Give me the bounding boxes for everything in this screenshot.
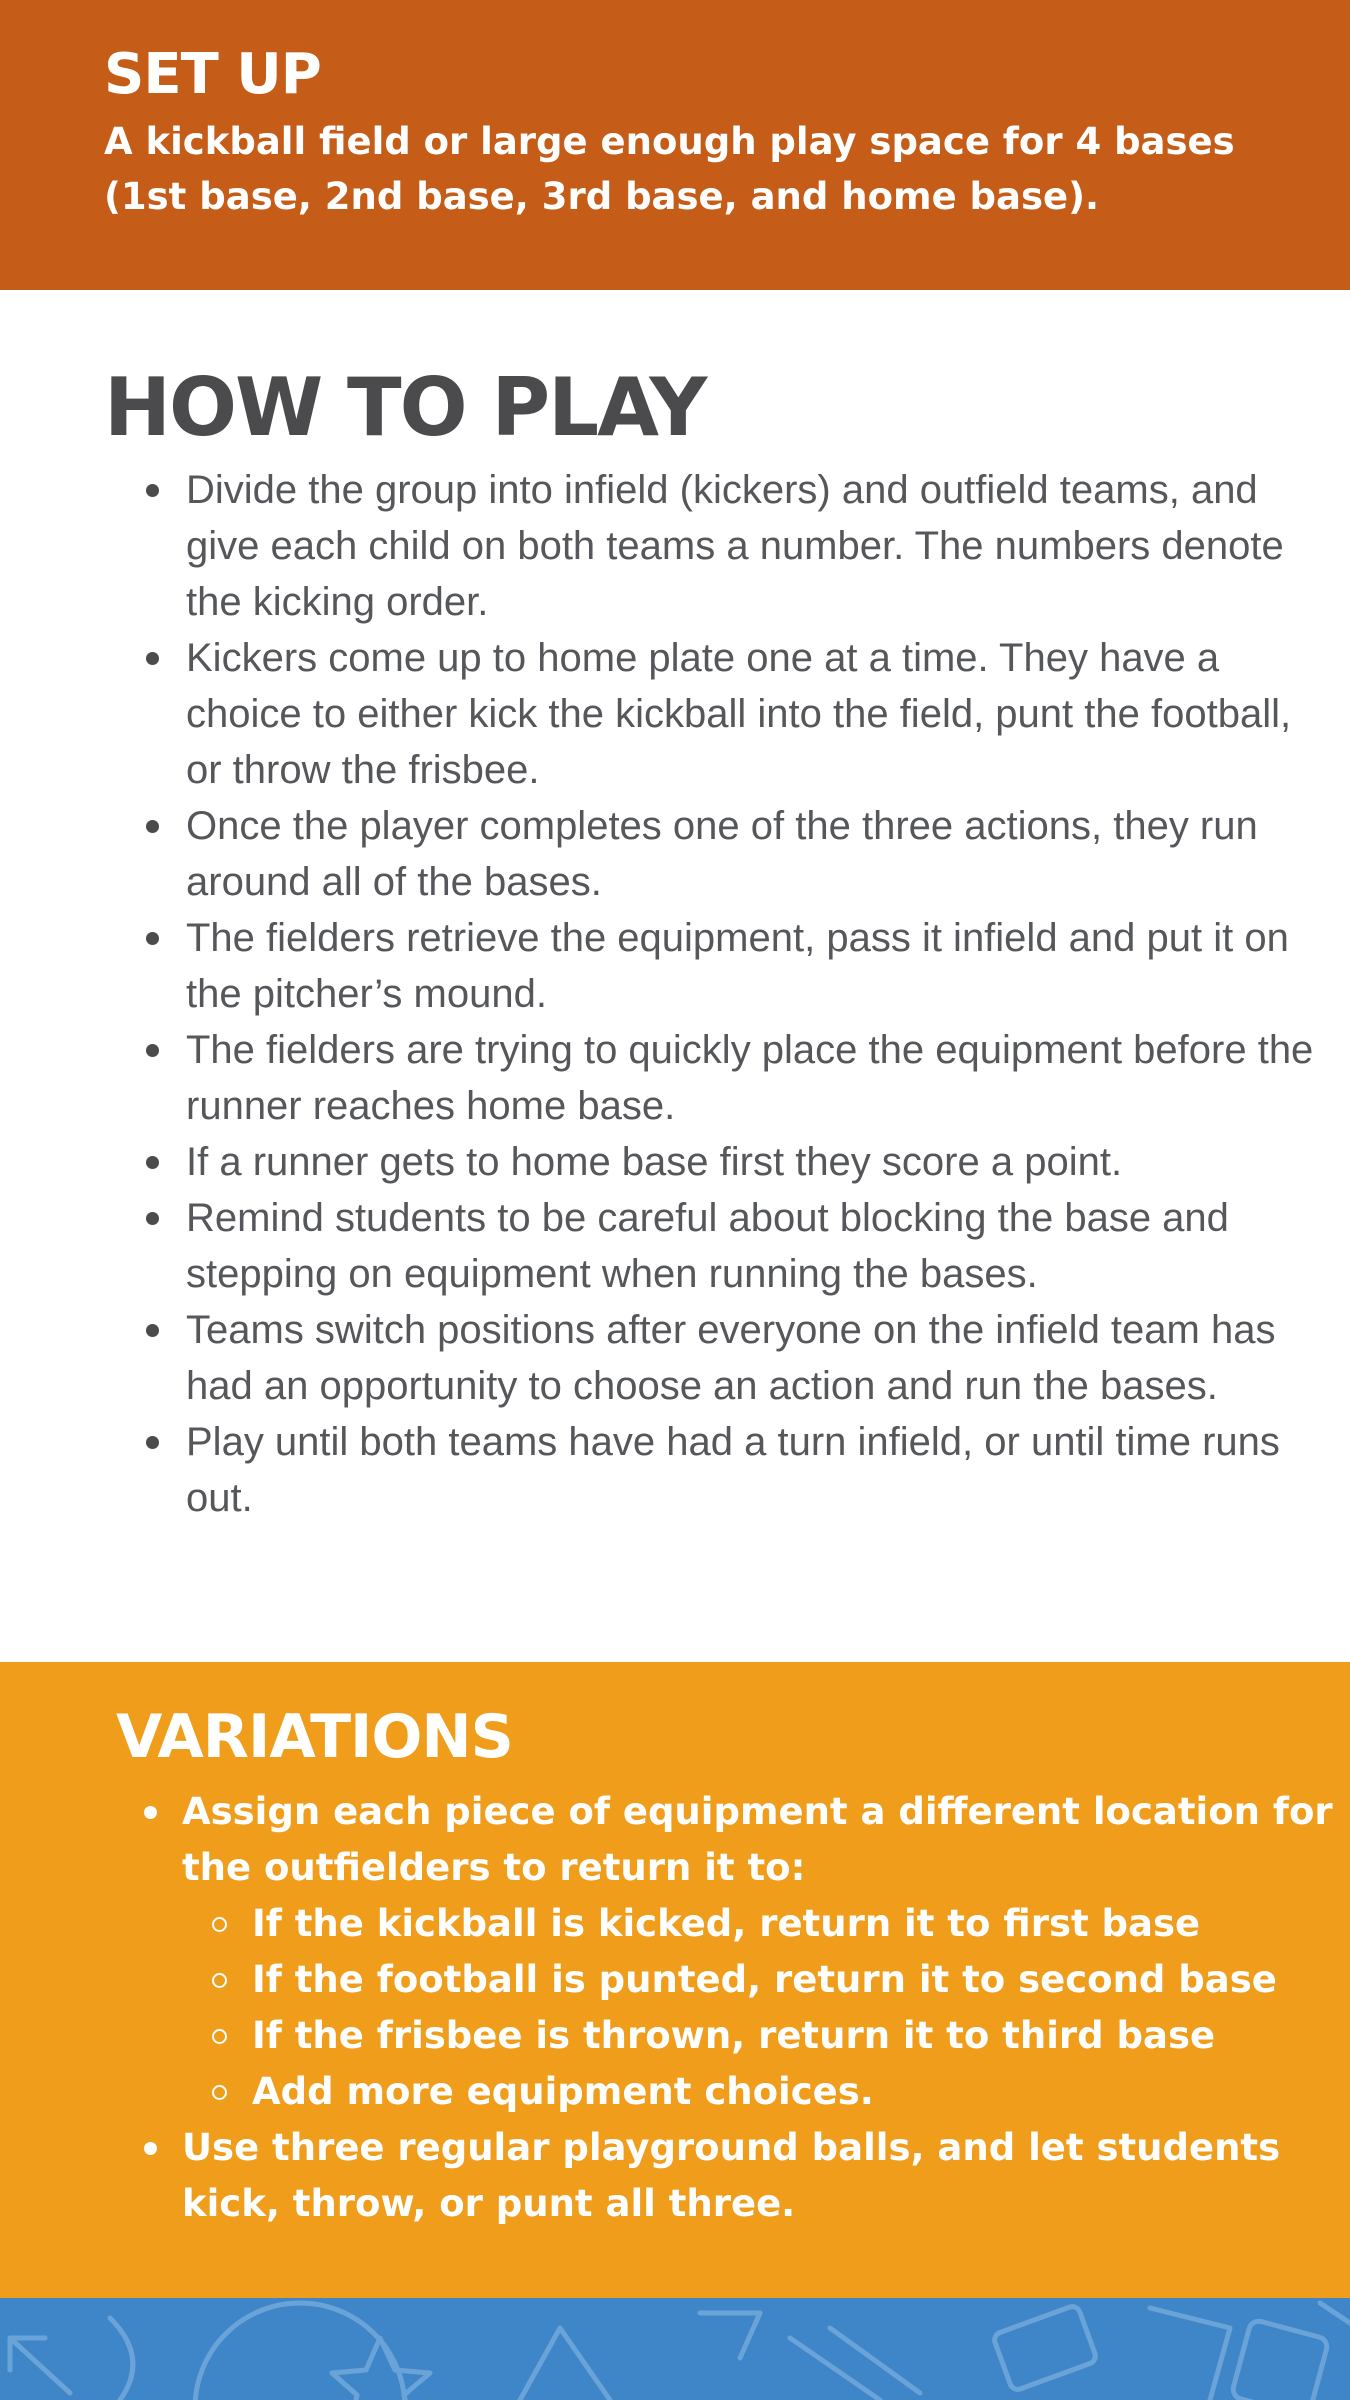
bullet-ring-icon (212, 2029, 227, 2044)
list-item: Teams switch positions after everyone on the infield team has had an opportunity to choose an action and run the bases. (186, 1302, 1324, 1414)
list-item: If a runner gets to home base first they score a point. (186, 1134, 1324, 1190)
bullet-dot-icon (146, 1156, 159, 1169)
bullet-dot-icon (146, 1212, 159, 1225)
variations-title: VARIATIONS (116, 1702, 513, 1772)
bullet-ring-icon (212, 1917, 227, 1932)
bullet-dot-icon (144, 2142, 157, 2155)
setup-title: SET UP (104, 42, 321, 107)
bullet-ring-icon (212, 2085, 227, 2100)
variations-sub-list (182, 1896, 1336, 2120)
list-item: Once the player completes one of the three actions, they run around all of the bases. (186, 798, 1324, 910)
bullet-dot-icon (146, 652, 159, 665)
list-item: Remind students to be careful about blocking the base and stepping on equipment when running the bases. (186, 1190, 1324, 1302)
list-item: The fielders are trying to quickly place the equipment before the runner reaches home base. (186, 1022, 1324, 1134)
bullet-dot-icon (146, 1324, 159, 1337)
bullet-dot-icon (146, 932, 159, 945)
list-item: Use three regular playground balls, and let students kick, throw, or punt all three. (182, 2120, 1336, 2232)
list-item: Kickers come up to home plate one at a time. They have a choice to either kick the kickball into the field, punt the football, or throw the frisbee. (186, 630, 1324, 798)
how-to-play-section (0, 290, 1350, 1662)
bullet-dot-icon (146, 820, 159, 833)
how-to-play-list (104, 462, 1324, 1526)
list-item: Assign each piece of equipment a different location for the outfielders to return it to: If the kickball is kicked, return it to first base If the football is punted, return it to second base If the frisbee is thrown, return it to third base Add more equipment choices. (182, 1784, 1336, 2120)
variations-section (0, 1662, 1350, 2298)
setup-text: A kickball field or large enough play space for 4 bases (1st base, 2nd base, 3rd base, and home base). (104, 120, 1235, 218)
bullet-dot-icon (146, 1044, 159, 1057)
sub-list-item: If the kickball is kicked, return it to first base (252, 1896, 1336, 1952)
variations-list (116, 1784, 1336, 2232)
sub-list-item: If the football is punted, return it to second base (252, 1952, 1336, 2008)
sub-list-item: Add more equipment choices. (252, 2064, 1336, 2120)
list-item: Divide the group into infield (kickers) and outfield teams, and give each child on both teams a number. The numbers denote the kicking order. (186, 462, 1324, 630)
setup-section (0, 0, 1350, 290)
sports-pattern-band (0, 2298, 1350, 2400)
sports-pattern-icon (0, 2298, 1350, 2400)
how-to-play-title: HOW TO PLAY (104, 361, 706, 454)
bullet-dot-icon (146, 484, 159, 497)
list-item: The fielders retrieve the equipment, pass it infield and put it on the pitcher’s mound. (186, 910, 1324, 1022)
bullet-dot-icon (144, 1806, 157, 1819)
bullet-dot-icon (146, 1436, 159, 1449)
sub-list-item: If the frisbee is thrown, return it to third base (252, 2008, 1336, 2064)
list-item: Play until both teams have had a turn infield, or until time runs out. (186, 1414, 1324, 1526)
bullet-ring-icon (212, 1973, 227, 1988)
